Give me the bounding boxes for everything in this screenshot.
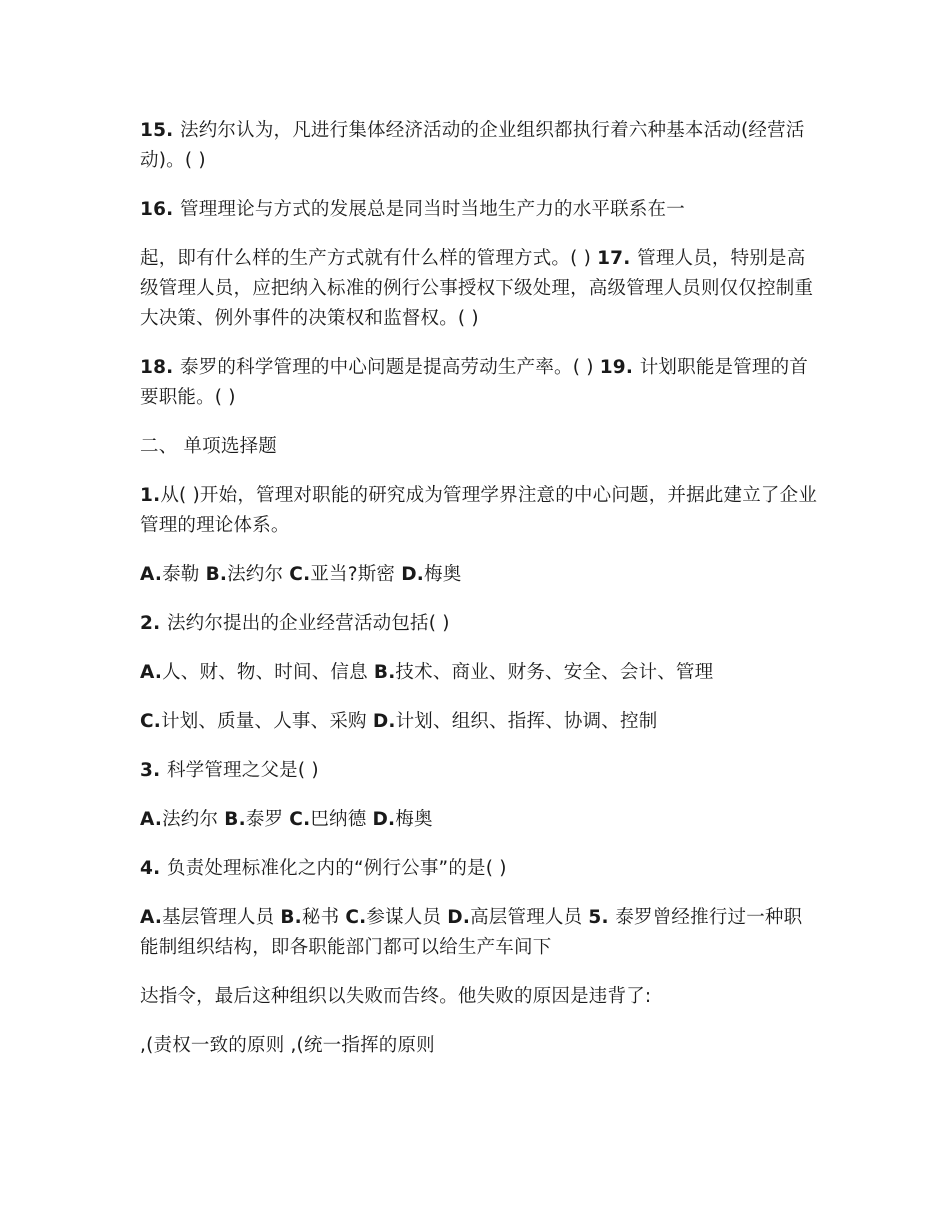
item-number: 5.: [588, 907, 616, 928]
text-run: 梅奥: [424, 564, 462, 585]
paragraph-mc1: [140, 481, 820, 541]
item-number: 16.: [140, 199, 181, 220]
text-run: 达指令，最后这种组织以失败而告终。他失败的原因是违背了:: [140, 986, 652, 1007]
paragraph-mc2optsA: [140, 658, 820, 688]
text-run: 法约尔提出的企业经营活动包括( ): [166, 613, 450, 634]
text-run: 巴纳德: [310, 809, 373, 830]
document-body: [140, 116, 820, 1080]
text-run: 技术、商业、财务、安全、会计、管理: [395, 662, 714, 683]
item-number: D.: [372, 809, 396, 830]
text-run: 秘书: [301, 907, 346, 928]
text-run: 计划、组织、指挥、协调、控制: [395, 711, 658, 732]
text-run: 计划职能是管理的首要职能。( ): [140, 357, 809, 408]
paragraph-mc2optsC: [140, 707, 820, 737]
item-number: C.: [345, 907, 367, 928]
text-run: 泰罗的科学管理的中心问题是提高劳动生产率。( ): [180, 357, 600, 378]
text-run: 二、 单项选择题: [140, 436, 277, 457]
paragraph-mc5b: [140, 982, 820, 1012]
text-run: 高层管理人员: [470, 907, 589, 928]
text-run: 泰罗曾经推行过一种职能制组织结构，即各职能部门都可以给生产车间下: [140, 907, 803, 958]
paragraph-mc4opts: [140, 903, 820, 963]
text-run: 负责处理标准化之内的“例行公事”的是( ): [166, 858, 507, 879]
item-number: C.: [289, 809, 311, 830]
text-run: 法约尔: [162, 809, 225, 830]
text-run: 法约尔认为，凡进行集体经济活动的企业组织都执行着六种基本活动(经营活动)。( ): [140, 120, 805, 171]
item-number: B.: [280, 907, 302, 928]
paragraph-section2: [140, 432, 820, 462]
item-number: B.: [205, 564, 228, 585]
item-number: 19.: [599, 357, 640, 378]
item-number: 3.: [140, 760, 167, 781]
item-number: 18.: [140, 357, 181, 378]
paragraph-mc3opts: [140, 805, 820, 835]
item-number: D.: [372, 711, 396, 732]
item-number: 4.: [140, 858, 167, 879]
text-run: 从( )开始，管理对职能的研究成为管理学界注意的中心问题，并据此建立了企业管理的理论体系。: [140, 485, 818, 536]
item-number: A.: [140, 809, 163, 830]
paragraph-q16b: [140, 244, 820, 334]
text-run: 计划、质量、人事、采购: [161, 711, 373, 732]
paragraph-mc5opts: [140, 1031, 820, 1061]
text-run: 泰罗: [245, 809, 290, 830]
text-run: 管理人员，特别是高级管理人员，应把纳入标准的例行公事授权下级处理，高级管理人员则仅仅控制重大决策、例外事件的决策权和监督权。( ): [140, 248, 814, 329]
item-number: 17.: [597, 248, 638, 269]
text-run: 梅奥: [395, 809, 433, 830]
paragraph-q18: [140, 353, 820, 413]
item-number: 2.: [140, 613, 167, 634]
paragraph-mc2: [140, 609, 820, 639]
item-number: C.: [289, 564, 311, 585]
item-number: A.: [140, 662, 163, 683]
item-number: A.: [140, 907, 163, 928]
item-number: 15.: [140, 120, 181, 141]
item-number: D.: [447, 907, 471, 928]
text-run: 管理理论与方式的发展总是同当时当地生产力的水平联系在一: [180, 199, 685, 220]
paragraph-q15: [140, 116, 820, 176]
text-run: 泰勒: [162, 564, 206, 585]
text-run: 亚当?斯密: [310, 564, 402, 585]
paragraph-mc1opts: [140, 560, 820, 590]
item-number: B.: [373, 662, 396, 683]
item-number: C.: [140, 711, 162, 732]
text-run: ,(责权一致的原则 ,(统一指挥的原则: [140, 1035, 435, 1056]
item-number: 1.: [140, 485, 161, 506]
paragraph-q16a: [140, 195, 820, 225]
text-run: 科学管理之父是( ): [166, 760, 319, 781]
paragraph-mc3: [140, 756, 820, 786]
text-run: 起，即有什么样的生产方式就有什么样的管理方式。( ): [140, 248, 598, 269]
text-run: 法约尔: [227, 564, 290, 585]
item-number: B.: [224, 809, 246, 830]
text-run: 参谋人员: [366, 907, 448, 928]
text-run: 人、财、物、时间、信息: [162, 662, 374, 683]
item-number: A.: [140, 564, 163, 585]
paragraph-mc4: [140, 854, 820, 884]
item-number: D.: [401, 564, 425, 585]
text-run: 基层管理人员: [162, 907, 281, 928]
